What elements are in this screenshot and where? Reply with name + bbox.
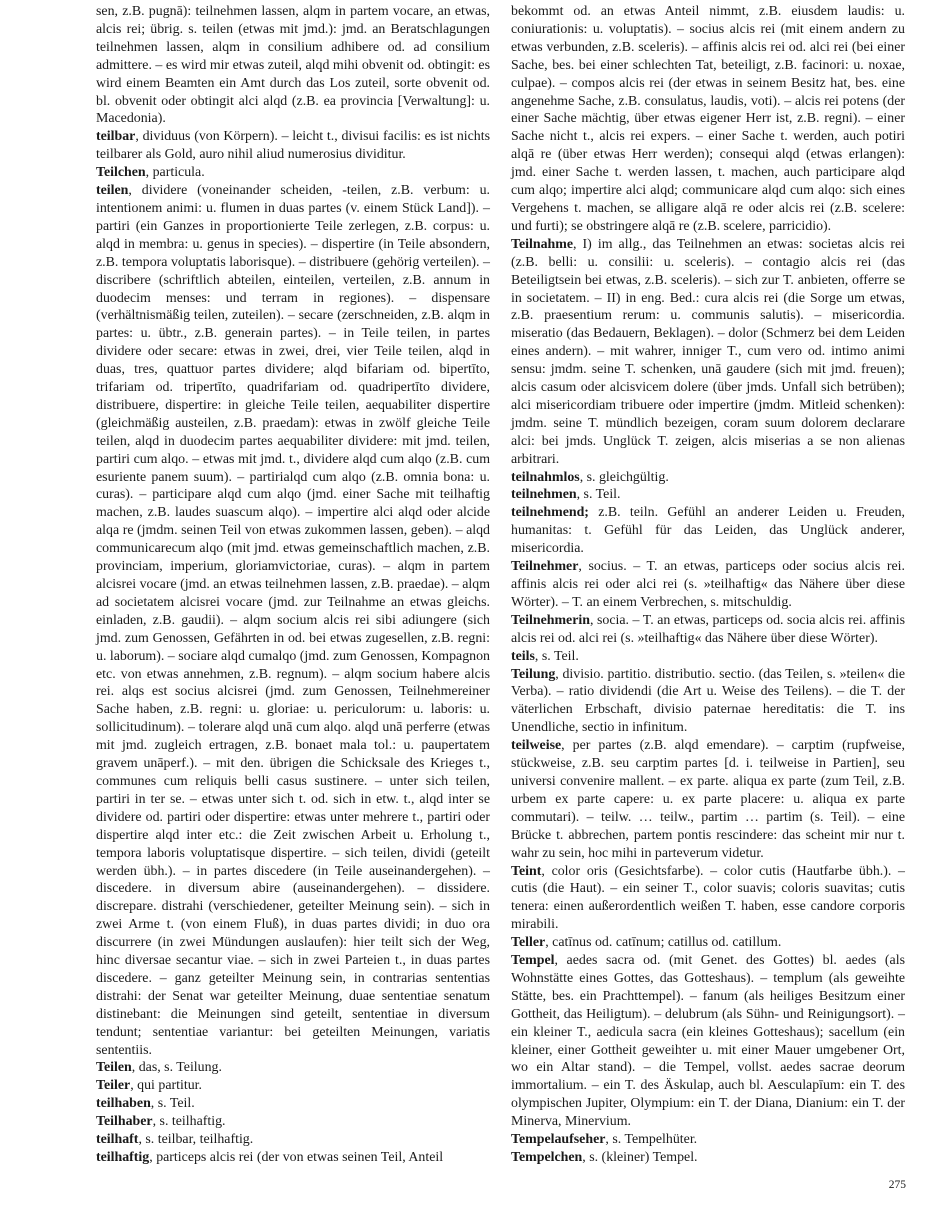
- dictionary-entry: [96, 1131, 490, 1149]
- entry-headword: Teilen: [96, 1060, 132, 1076]
- entry-text: , color oris (Gesichtsfarbe). – color cutis (Hautfarbe übh.). – cutis (die Haut). – ein seiner T., color suavis; coloris suavitas; cutis tenera: einen außerordentlich weißen T. haben, esse candore corporis mirabili.: [511, 863, 905, 933]
- dictionary-entry: [96, 1149, 490, 1167]
- dictionary-entry: [511, 3, 905, 236]
- entry-headword: Tempelchen: [511, 1150, 583, 1165]
- left-column: [96, 3, 490, 1167]
- entry-headword: teilbar: [96, 129, 136, 145]
- entry-headword: Teint: [511, 863, 542, 879]
- entry-text: bekommt od. an etwas Anteil nimmt, z.B. eiusdem laudis: u. coniurationis: u. voluptatis). – socius alcis rei (mit einem andern zu etwas verbunden, z.B. sceleris). – affinis alcis rei od. alci rei (bei einer Sache, bes. bei einer schlechten Tat, beteiligt, z.B. facinori: u. noxae, culpae). – compos alcis rei (der etwas in seinem Besitz hat, bes. eine angenehme Sache, z.B. consulatus, laudis, voti). – alcis rei potens (der einer Sache mächtig, über etwas eigener Herr ist, z.B. regni). – einer Sache nicht t., alcis rei expers. – einer Sache t. werden, auch potiri alqā re (über etwas Herr werden); consequi alqd (etwas erlangen): jmd. einer Sache t. werden lassen, t. machen, auch participare alqd cum alqo; impertire alci alqd; communicare alqd cum alqo: sich eines Vergehens t. machen, se alligare alqā re oder alcis rei (z.B. scelere: und furti); se obstringere alqā re (z.B. scelere, parricidio).: [511, 4, 905, 234]
- dictionary-entry: [511, 952, 905, 1131]
- dictionary-entry: [96, 3, 490, 128]
- entry-headword: teilhaben: [96, 1096, 151, 1112]
- dictionary-entry: [96, 1077, 490, 1095]
- dictionary-entry: [511, 934, 905, 952]
- entry-text: , s. teilhaftig.: [152, 1114, 226, 1130]
- entry-headword: Teilung: [511, 666, 556, 682]
- entry-text: , divisio. partitio. distributio. sectio. (das Teilen, s. »teilen« die Verba). – ratio dividendi (die Art u. Weise des Teilens). – die T. der väterlichen Erbschaft, divisio paternae hereditatis: die T. ins Unendliche, sectio in infinitum.: [511, 666, 905, 736]
- entry-headword: teilnahmlos: [511, 469, 580, 485]
- entry-headword: teils: [511, 648, 535, 664]
- dictionary-entry: [96, 128, 490, 164]
- entry-text: , I) im allg., das Teilnehmen an etwas: societas alcis rei (z.B. belli: u. consilii: u. sceleris). – contagio alcis rei (das Beteiligtsein bei etwas, z.B. sceleris). – sich zur T. anbieten, offerre se in societatem. – II) in eng. Bed.: cura alcis rei (die Sorge um etwas, z.B. praesentium rerum: u. communis salutis). – misericordia. miseratio (das Bedauern, Beklagen). – dolor (Schmerz bei dem Leiden eines andern). – mit wahrer, inniger T., cum vero od. intimo animi sensu: jmdm. seine T. schenken, unā gaudere (sich mit jmd. freuen); alcis casum oder alcisvicem dolere (über jmds. Unfall sich betrüben); alci misericordiam tribuere oder impertire (jmdm. Mitleid schenken): jmdm. seine T. mündlich bezeigen, coram suum dolorem declarare alci: bei jmds. Unglück T. zeigen, alcis miserias a se non alienas arbitrari.: [511, 236, 905, 467]
- dictionary-entry: [511, 486, 905, 504]
- entry-headword: Teilnahme: [511, 236, 574, 252]
- dictionary-entry: [511, 648, 905, 666]
- entry-text: z.B. teiln. Gefühl an anderer Leiden u. Freuden, humanitas: t. Gefühl für das Leiden, das Unglück anderer, misericordia.: [511, 505, 905, 557]
- entry-headword: Teilchen: [96, 165, 146, 181]
- entry-text: , s. (kleiner) Tempel.: [582, 1150, 698, 1165]
- dictionary-entry: [511, 1131, 905, 1149]
- entry-headword: teilhaft: [96, 1132, 139, 1148]
- entry-text: , s. teilbar, teilhaftig.: [138, 1132, 254, 1148]
- page-number: 275: [888, 1179, 906, 1191]
- entry-headword: Teilnehmer: [511, 559, 579, 575]
- dictionary-entry: [96, 1113, 490, 1131]
- dictionary-entry: [511, 737, 905, 862]
- entry-text: , s. Teil.: [150, 1096, 195, 1112]
- entry-headword: Teiler: [96, 1078, 131, 1094]
- entry-text: , s. gleichgültig.: [579, 469, 669, 485]
- entry-text: , aedes sacra od. (mit Genet. des Gottes) bl. aedes (als Wohnstätte eines Gottes, das Gotteshaus). – templum (als geweihte Stätte, bes. ein Prachttempel). – fanum (als heiliges Besitzum einer Gottheit, das Heiligtum). – delubrum (als Sühn- und Reinigungsort). – ein kleiner T., aedicula sacra (ein kleines Gotteshaus); sacellum (ein kleiner, einer Gottheit geweihter u. mit einer Mauer umgebener Ort, wo ein Altar stand). – die Tempel, vollst. aedes sacrae deorum immortalium. – ein T. des Äskulap, auch bl. Aesculapīum: ein T. des olympischen Jupiter, Olympium: ein T. der Diana, Dianium: ein T. der Minerva, Minervium.: [511, 953, 905, 1130]
- entry-headword: Tempelaufseher: [511, 1132, 606, 1148]
- entry-text: , dividuus (von Körpern). – leicht t., divisui facilis: es ist nichts teilbarer als Gold, auro nihil aliud numerosius dividitur.: [96, 129, 490, 163]
- dictionary-entry: [96, 1059, 490, 1077]
- dictionary-entry: [511, 863, 905, 935]
- dictionary-entry: [511, 558, 905, 612]
- entry-text: , socia. – T. an etwas, particeps od. socia alcis rei. affinis alcis rei od. alci rei (s. »teilhaftig« das Nähere über diese Wörter).: [511, 612, 905, 646]
- entry-headword: Tempel: [511, 953, 555, 969]
- entry-headword: Teller: [511, 935, 546, 951]
- entry-text: , s. Teil.: [576, 487, 621, 503]
- entry-text: , per partes (z.B. alqd emendare). – carptim (rupfweise, stückweise, z.B. seu carptim partes [d. i. teilweise in Partien], seu universi convenire mallent. – ex parte. aliqua ex parte (zum Teil, z.B. urbem ex parte capere: u. ex parte placere: u. aliqua ex parte commutari). – teilw. … teilw., partim … partim (s. Teil). – eine Brücke t. abbrechen, partem pontis rescindere: das scheint mir nur t. wahr zu sein, hoc mihi in parteverum videtur.: [511, 738, 905, 861]
- entry-headword: teilhaftig: [96, 1150, 150, 1165]
- entry-text: sen, z.B. pugnā): teilnehmen lassen, alqm in partem vocare, an etwas, alcis rei; übrig. s. teilen (etwas mit jmd.): jmd. an Beratschlagungen teilnehmen lassen, alqm in consilium adhibere od. ad consilium admittere. – es wird mir etwas zuteil, alqd mihi obvenit od. obtingit: es wird einem Beamten ein Amt durch das Los zuteil, sorte obvenit od. bl. obvenit oder obtingit alci alqd (z.B. ea provincia [Verwaltung]: u. Macedonia).: [96, 4, 490, 127]
- entry-headword: teilweise: [511, 738, 562, 754]
- dictionary-entry: [511, 236, 905, 469]
- right-column: [511, 3, 905, 1167]
- dictionary-entry: [511, 469, 905, 487]
- entry-headword: Teilnehmerin: [511, 612, 590, 628]
- dictionary-entry: [511, 666, 905, 738]
- dictionary-entry: [511, 504, 905, 558]
- entry-text: , dividere (voneinander scheiden, -teilen, z.B. verbum: u. intentionem animi: u. flumen in duas partes (v. einem Stück Land]). – partiri (ein Ganzes in proportionierte Teile zerlegen, z.B. corpus: u. alqd in membra: u. genus in species). – dispertire (in Teile absondern, z.B. tempora voluptatis laborisque). – distribuere (gehörig verteilen). – discribere (schriftlich abteilen, einteilen, verteilen, z.B. annum in duodecim menses: und terram in regiones). – dispensare (verhältnismäßig teilen, zuteilen). – secare (zerschneiden, z.B. alqm in partes: u. übtr., z.B. generain partes). – in Teile teilen, in partes dividere oder secare: etwas in zwei, drei, vier Teile teilen, alqd in duas, tres, quattuor partes dividere; alqd bifariam od. bipertīto, trifariam od. tripertīto, quadrifariam od. quadripertīto dividere, distribuere, dispertire: in gleiche Teile teilen, aequabiliter dispertire (gleichmäßig austeilen, z.B. praedam): etwas in zwölf gleiche Teile teilen, alqd in duodecim partes aequabiliter dividere: mit jmd. teilen, partiri cum alqo. – etwas mit jmd. t., dividere alqd cum alqo (z.B. cum esuriente panem suum). – partirialqd cum alqo (z.B. omnia bona: u. curas). – participare alqd cum alqo (jmd. einer Sache mit teilhaftig machen, z.B. laudes suascum alqo). – impertire alci alqd oder alcide alqa re (jmdm. seinen Teil von etwas zukommen lassen, geben). – alqd communicarecum alqo (mit jmd. etwas gemeinschaftlich machen, z.B. provinciam, imperium, gloriamvictoriae, curas). – alqm in partem alcisrei vocare (jmd. an etwas teilnehmen lassen, z.B. praedae). – alqm ad societatem alcisrei vocare (jmd. zur Teilnahme an etwas gleichs. einladen, z.B. gaudii). – alqm socium alcis rei sibi adiungere (sich jmd. zum Genossen, Gefährten in od. bei etwas zugesellen, z.B. regni: u. laborum). – sociare alqd cumalqo (jmd. zum Genossen, Kompagnon etc. von etwas annehmen, z.B. regnum). – alqm socium habere alcis rei. alqs est socius alcisrei (jmd. zum Genossen, Teilnehmereiner Sache haben, z.B. regni: u. gloriae: u. periculorum: u. laboris: u. sollicitudinum). – tolerare alqd unā cum alqo. alqd unā perferre (etwas mit jmd. zugleich ertragen, z.B. bonaet mala tol.: u. paupertatem gravem unāperf.). – mit den. übrigen die Schicksale des Krieges t., communes cum reliquis belli casus sustinere. – unter sich teilen, partiri in ter se. – etwas unter sich t. od. sich in etw. t., alqd inter se dividere od. partiri oder dispertire: etwas unter mehrere t., partiri oder dispertire alqd inter etc.: die Zeit zwischen Arbeit u. Erholung t., tempora laboris voluptatisque dispertire. – sich teilen, dividi (geteilt werden übh.). – in partes discedere (in Teile auseinandergehen). – discedere. in diversum abire (auseinandergehen). – dissidere. discrepare. distrahi (verschiedener, geteilter Meinung sein). – sich in zwei Arme t. (von einem Fluß), in duas partes dividi; in duo ora discurrere (in zwei Mündungen auslaufen): hier teilt sich der Weg, hinc diversae secantur viae. – sich in zwei Parteien t., in duas partes discedere. – ganz geteilter Meinung sein, in contrarias sententias distrahi: der Senat war geteilter Meinung, duae sententiae senatum distinebant: die Meinungen sind geteilt, sententiae in diversum tendunt; sententiae variantur: bei geteilten Meinungen, variatis sententiis.: [96, 183, 490, 1058]
- dictionary-entry: [96, 164, 490, 182]
- entry-text: , das, s. Teilung.: [131, 1060, 222, 1076]
- entry-headword: teilen: [96, 183, 129, 199]
- dictionary-entry: [96, 182, 490, 1059]
- entry-text: , socius. – T. an etwas, particeps oder socius alcis rei. affinis alcis rei oder alci rei (s. »teilhaftig« das Nähere über diese Wörter). – T. an einem Verbrechen, s. mitschuldig.: [511, 559, 905, 610]
- entry-headword: teilnehmen: [511, 487, 577, 503]
- dictionary-entry: [96, 1095, 490, 1113]
- dictionary-entry: [511, 1149, 905, 1167]
- entry-text: , particeps alcis rei (der von etwas seinen Teil, Anteil: [149, 1150, 444, 1165]
- entry-text: , qui partitur.: [130, 1078, 202, 1094]
- entry-text: , s. Tempelhüter.: [605, 1132, 698, 1148]
- entry-headword: Teilhaber: [96, 1114, 153, 1130]
- entry-text: , particula.: [145, 165, 205, 181]
- entry-headword: teilnehmend;: [511, 505, 589, 521]
- dictionary-entry: [511, 612, 905, 648]
- entry-text: , catīnus od. catīnum; catillus od. catillum.: [545, 935, 782, 951]
- entry-text: , s. Teil.: [534, 648, 579, 664]
